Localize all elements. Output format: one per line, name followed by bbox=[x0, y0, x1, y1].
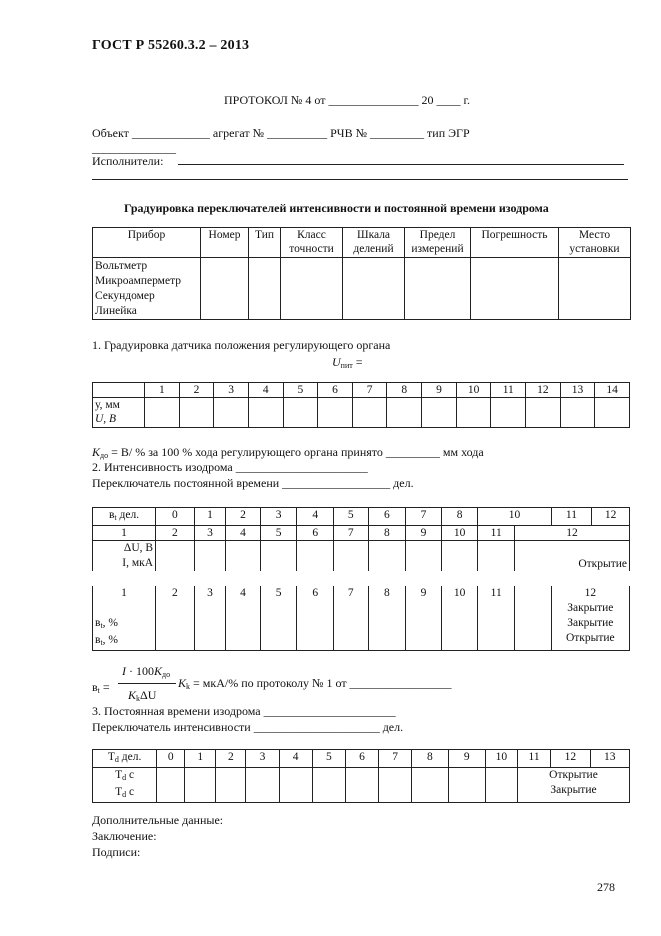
cell bbox=[559, 258, 631, 320]
row-cell: 3 bbox=[194, 526, 226, 541]
col-header: 3 bbox=[194, 586, 226, 651]
header-limit: Предел измерений bbox=[405, 228, 471, 258]
col-header: 11 bbox=[478, 586, 515, 651]
corner-cell bbox=[93, 383, 145, 398]
row-cell: 2 bbox=[156, 526, 195, 541]
header-number: Номер bbox=[201, 228, 249, 258]
col-header: 3 bbox=[260, 508, 297, 526]
col-header: 7 bbox=[379, 750, 412, 768]
standard-header: ГОСТ Р 55260.3.2 – 2013 bbox=[92, 38, 250, 53]
col-header: 4 bbox=[226, 586, 261, 651]
row-cell: 5 bbox=[260, 526, 297, 541]
intensity-table-a bbox=[92, 507, 630, 571]
col-header: 11 bbox=[517, 750, 550, 768]
col-header: 13 bbox=[590, 750, 629, 768]
formula: $в_t$ = bbox=[92, 680, 110, 695]
row-cell: 11 bbox=[478, 526, 515, 541]
row-cell: 1 bbox=[93, 526, 156, 541]
col-header: 3 bbox=[246, 750, 279, 768]
header-scale: Шкала делений bbox=[343, 228, 405, 258]
col-header: 6 bbox=[345, 750, 378, 768]
col-header: 4 bbox=[248, 383, 283, 398]
col-header: 2 bbox=[179, 383, 214, 398]
col-header: 11 bbox=[491, 383, 526, 398]
row-cell: 12 bbox=[515, 526, 630, 541]
col-header: 8 bbox=[412, 750, 448, 768]
cell bbox=[201, 258, 249, 320]
section2-switch: Переключатель постоянной времени __________________ дел. bbox=[92, 476, 414, 490]
cell bbox=[249, 258, 281, 320]
device-stopwatch: Секундомер bbox=[95, 289, 155, 302]
col-header: 9 bbox=[406, 586, 442, 651]
u-pit: $U_{пит}$ = bbox=[332, 355, 363, 370]
col-header: 3 bbox=[214, 383, 249, 398]
col-header: 8 bbox=[441, 508, 478, 526]
row-cell: 4 bbox=[226, 526, 261, 541]
open-close-labels: 12 Закрытие Закрытие Открытие bbox=[551, 586, 629, 651]
col-header: 10 bbox=[478, 508, 551, 526]
row-cell: 10 bbox=[441, 526, 478, 541]
open-label: Открытие bbox=[515, 541, 630, 572]
object-line-continuation: ______________ bbox=[92, 141, 176, 155]
row-cell: 8 bbox=[368, 526, 406, 541]
cell bbox=[515, 586, 552, 651]
row-cell: 9 bbox=[406, 526, 442, 541]
col-header: 11 bbox=[551, 508, 592, 526]
col-header: 10 bbox=[441, 586, 478, 651]
col-header: 2 bbox=[216, 750, 246, 768]
section3-switch: Переключатель интенсивности _____________________ дел. bbox=[92, 720, 404, 734]
cell bbox=[471, 258, 559, 320]
col-header: 10 bbox=[485, 750, 517, 768]
du-i-labels: ΔU, В I, мкА bbox=[93, 541, 156, 572]
col-header: 0 bbox=[157, 750, 185, 768]
header-error: Погрешность bbox=[471, 228, 559, 258]
section1-title: 1. Градуировка датчика положения регулирующего органа bbox=[92, 338, 391, 352]
cell bbox=[405, 258, 471, 320]
col-header: 7 bbox=[352, 383, 387, 398]
col-header: 5 bbox=[260, 586, 297, 651]
header-device: Прибор bbox=[93, 228, 201, 258]
device-voltmeter: Вольтметр bbox=[95, 259, 148, 272]
row-cell: 7 bbox=[334, 526, 369, 541]
fraction-bar bbox=[118, 683, 176, 684]
conclusion: Заключение: bbox=[92, 829, 157, 843]
col-header: 9 bbox=[448, 750, 485, 768]
instruments-table bbox=[92, 227, 631, 320]
section-title: Градуировка переключателей интенсивности и постоянной времени изодрома bbox=[124, 201, 549, 215]
col-header: 6 bbox=[297, 586, 334, 651]
col-header: 5 bbox=[312, 750, 345, 768]
header-class: Класс точности bbox=[281, 228, 343, 258]
col-header: 4 bbox=[279, 750, 312, 768]
protocol-title: ПРОТОКОЛ № 4 от _______________ 20 ____ г. bbox=[224, 93, 471, 107]
bt-label: $в_t$ дел. bbox=[93, 508, 156, 526]
section2-title: 2. Интенсивность изодрома ______________________ bbox=[92, 460, 368, 474]
col-header: 12 bbox=[592, 508, 630, 526]
col-header: 7 bbox=[406, 508, 442, 526]
col-header: 1 bbox=[194, 508, 226, 526]
header-location: Место установки bbox=[559, 228, 631, 258]
device-list bbox=[93, 258, 201, 320]
col-header: 8 bbox=[368, 586, 406, 651]
object-line: Объект _____________ агрегат № __________ РЧВ № _________ тип ЭГР bbox=[92, 126, 470, 140]
formula-denominator: $K_k\Delta U$ bbox=[128, 688, 157, 703]
performers-underline-2 bbox=[92, 179, 628, 180]
col-header: 2 bbox=[226, 508, 261, 526]
performers-underline bbox=[178, 164, 624, 165]
performers-label: Исполнители: bbox=[92, 154, 164, 168]
formula-rest: $K_k = мкА/\%$ по протоколу № 1 от _________________ bbox=[178, 676, 452, 691]
page-number: 278 bbox=[597, 880, 615, 894]
extra-data: Дополнительные данные: bbox=[92, 813, 224, 827]
signatures: Подписи: bbox=[92, 845, 141, 859]
k-do-line: $K_{до} = В/$ % за 100 % хода регулирующего органа принято _________ мм хода bbox=[92, 445, 484, 460]
td-s-labels: $T_d$ с $T_d$ с bbox=[93, 768, 157, 803]
formula-numerator: $I \cdot 100K_{до}$ bbox=[122, 664, 171, 679]
col-header: 9 bbox=[422, 383, 457, 398]
td-label: $T_d$ дел. bbox=[93, 750, 157, 768]
intensity-table-b bbox=[92, 586, 630, 651]
bt-percent-labels: 1 $в_t$, % $в_t$, % bbox=[93, 586, 156, 651]
col-header: 2 bbox=[156, 586, 195, 651]
col-header: 6 bbox=[318, 383, 353, 398]
row-labels: у, мм U, В bbox=[93, 398, 145, 428]
col-header: 1 bbox=[185, 750, 216, 768]
isodrome-table bbox=[92, 749, 630, 803]
col-header: 12 bbox=[551, 750, 590, 768]
device-ruler: Линейка bbox=[95, 304, 137, 317]
col-header: 5 bbox=[334, 508, 369, 526]
col-header: 14 bbox=[595, 383, 630, 398]
col-header: 6 bbox=[368, 508, 406, 526]
col-header: 5 bbox=[283, 383, 318, 398]
col-header: 8 bbox=[387, 383, 422, 398]
section3-title: 3. Постоянная времени изодрома ______________________ bbox=[92, 704, 396, 718]
header-type: Тип bbox=[249, 228, 281, 258]
col-header: 4 bbox=[297, 508, 334, 526]
sensor-table bbox=[92, 382, 630, 428]
cell bbox=[281, 258, 343, 320]
device-microammeter: Микроамперметр bbox=[95, 274, 181, 287]
col-header: 1 bbox=[145, 383, 180, 398]
cell bbox=[343, 258, 405, 320]
col-header: 13 bbox=[560, 383, 595, 398]
row-cell: 6 bbox=[297, 526, 334, 541]
col-header: 12 bbox=[526, 383, 561, 398]
td-open-close: Открытие Закрытие bbox=[517, 768, 629, 803]
col-header: 10 bbox=[456, 383, 491, 398]
col-header: 0 bbox=[156, 508, 195, 526]
col-header: 7 bbox=[334, 586, 369, 651]
